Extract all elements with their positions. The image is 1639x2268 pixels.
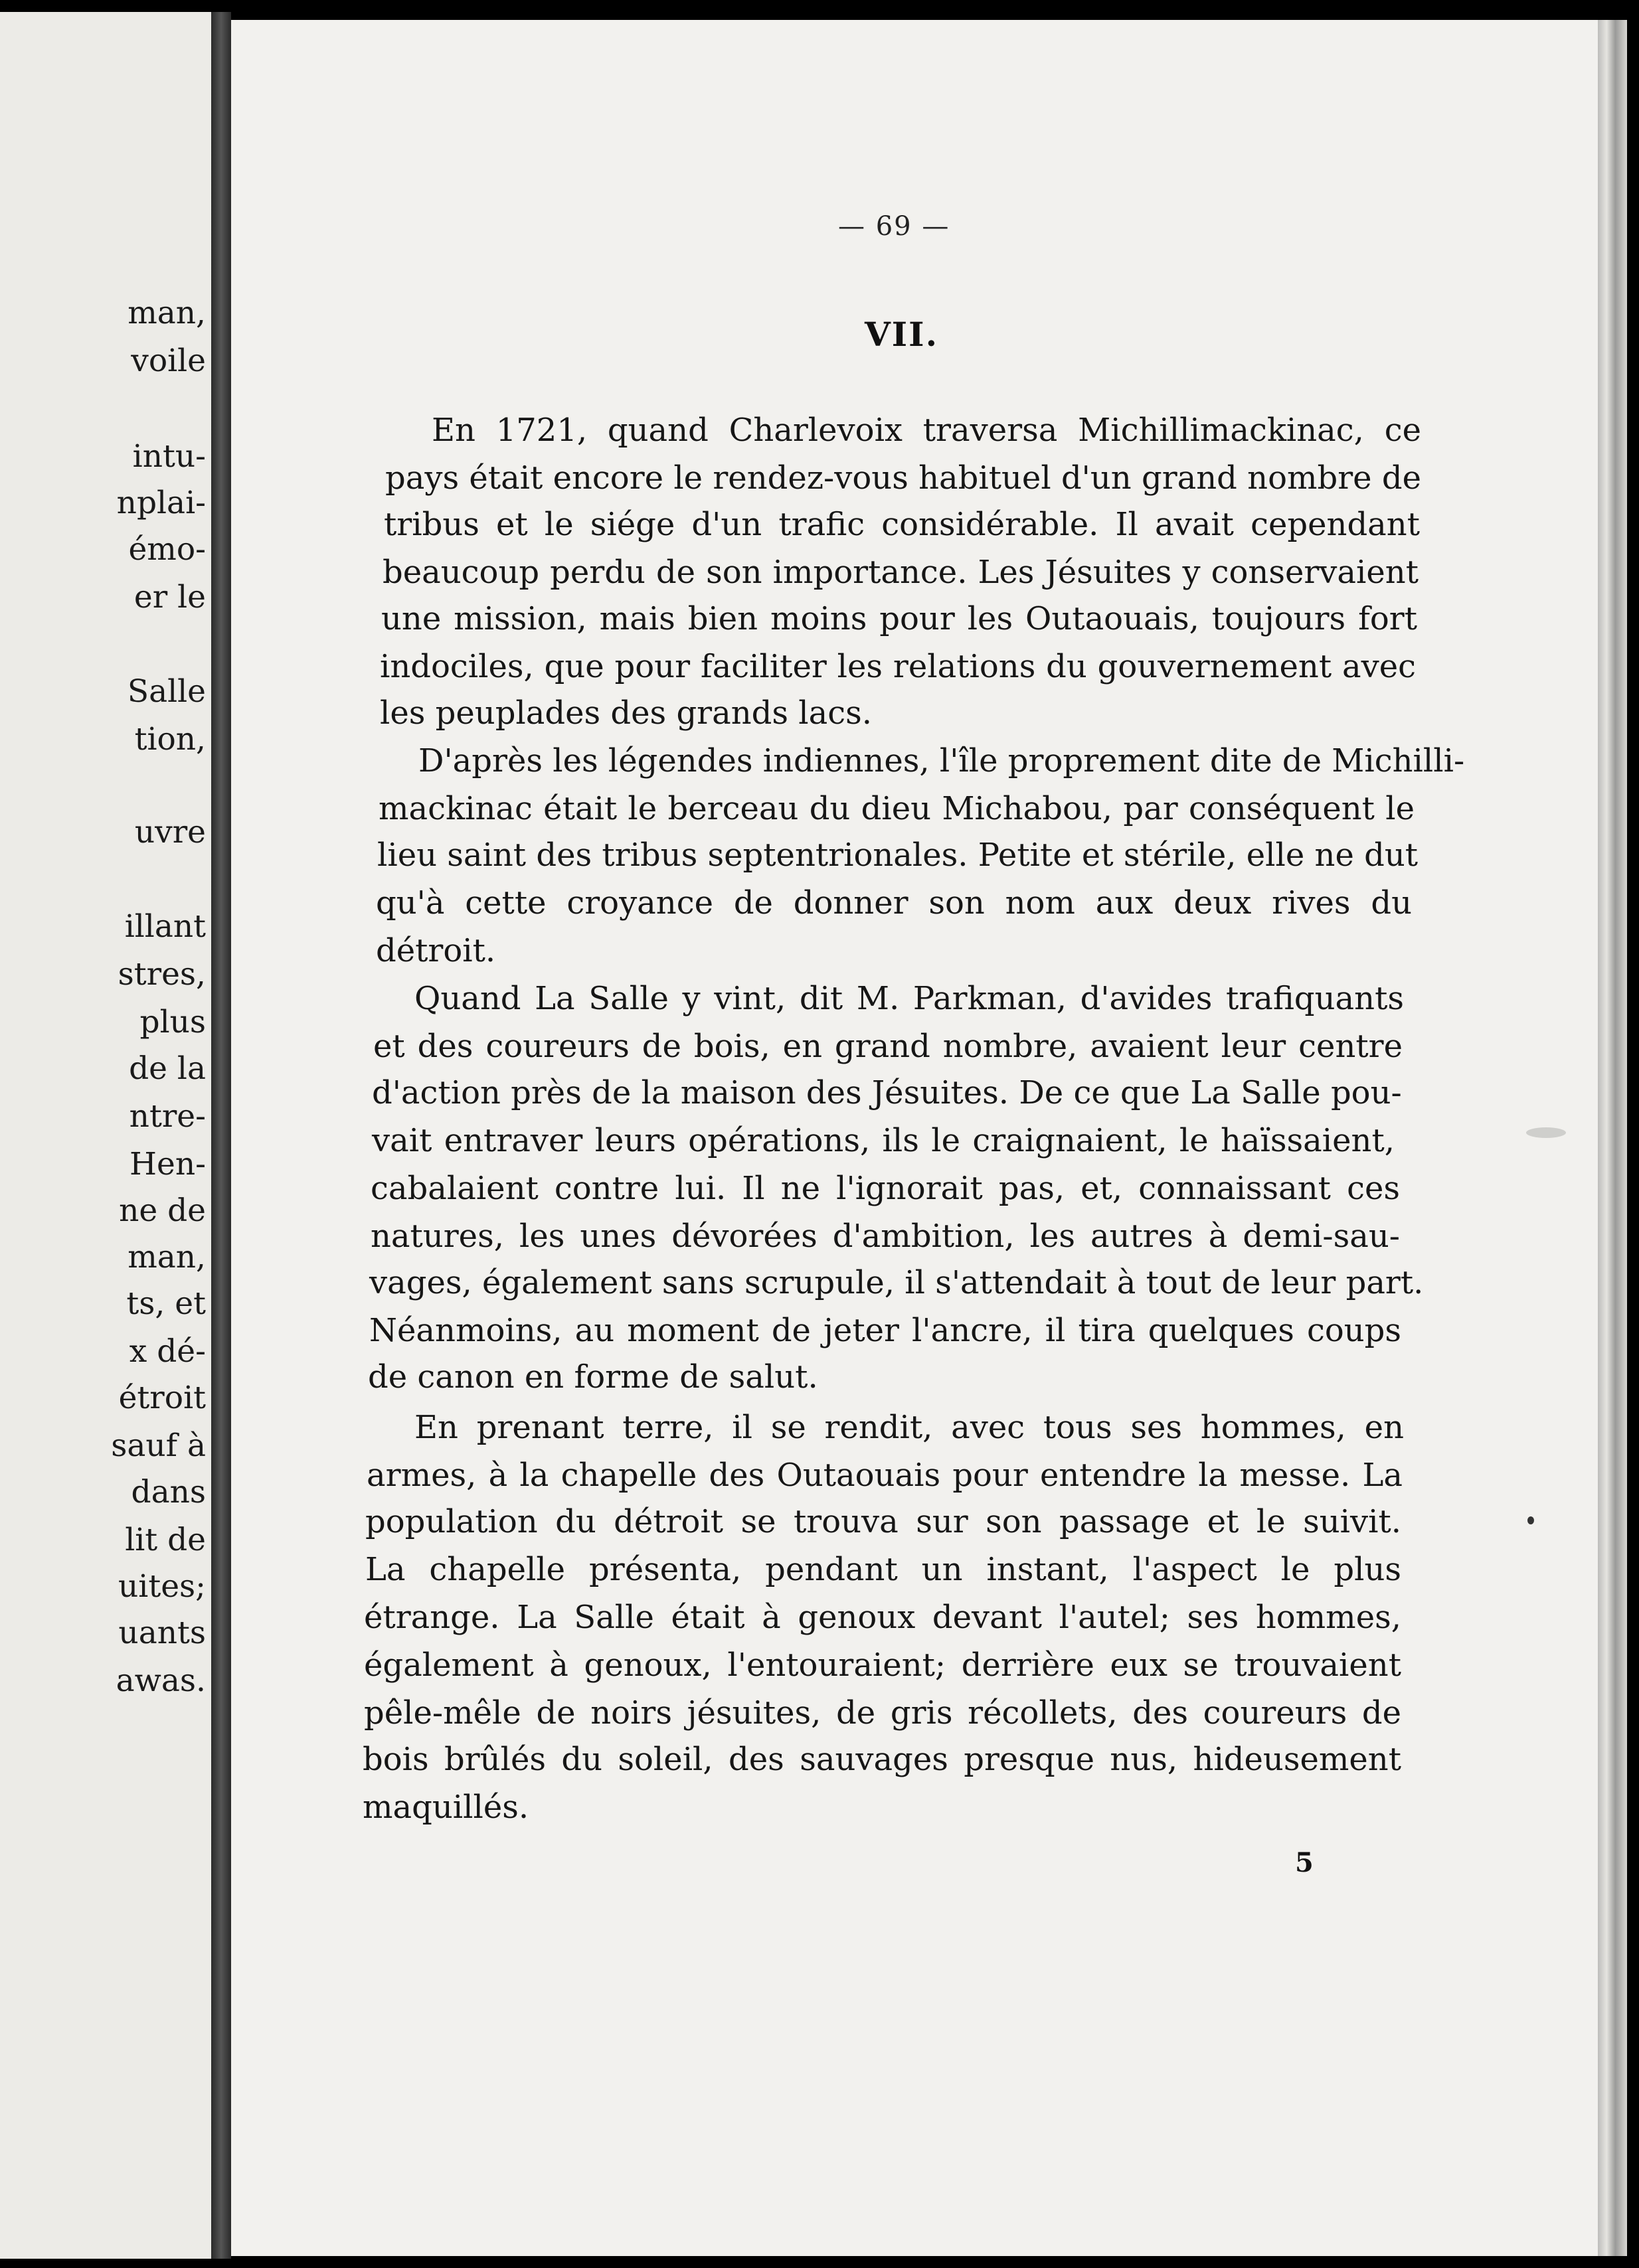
body-line: lieu saint des tribus septentrionales. Petite et stérile, elle ne dut: [377, 837, 1419, 874]
body-line: En prenant terre, il se rendit, avec tous ses hommes, en: [414, 1409, 1404, 1446]
left-line: sauf à: [111, 1427, 206, 1464]
left-line: ts, et: [126, 1285, 206, 1322]
body-line: bois brûlés du soleil, des sauvages presque nus, hideusement: [363, 1741, 1401, 1778]
left-line: awas.: [116, 1662, 206, 1699]
body-line: En 1721, quand Charlevoix traversa Michillimackinac, ce: [432, 412, 1421, 449]
left-line: stres,: [118, 956, 206, 993]
body-line: cabalaient contre lui. Il ne l'ignorait pas, et, connaissant ces: [371, 1170, 1400, 1207]
paper-blemish: [1526, 1127, 1566, 1138]
body-line: D'après les légendes indiennes, l'île proprement dite de Michilli-: [418, 742, 1465, 779]
body-line: beaucoup perdu de son importance. Les Jésuites y conservaient: [383, 554, 1419, 591]
body-line: vages, également sans scrupule, il s'attendait à tout de leur part.: [369, 1264, 1424, 1301]
body-line: maquillés.: [363, 1789, 529, 1826]
body-line: natures, les unes dévorées d'ambition, les autres à demi-sau-: [371, 1218, 1400, 1255]
body-line: population du détroit se trouva sur son passage et le suivit.: [365, 1503, 1401, 1540]
left-line: de la: [129, 1050, 206, 1087]
body-line: Néanmoins, au moment de jeter l'ancre, il tira quelques coups: [369, 1312, 1401, 1349]
body-line: également à genoux, l'entouraient; derrière eux se trouvaient: [364, 1647, 1401, 1684]
left-line: er le: [133, 579, 206, 615]
left-line: illant: [124, 908, 206, 945]
body-line: pêle-mêle de noirs jésuites, de gris récollets, des coureurs de: [364, 1694, 1401, 1732]
body-line: La chapelle présenta, pendant un instant, l'aspect le plus: [365, 1551, 1401, 1588]
body-line: une mission, mais bien moins pour les Outaouais, toujours fort: [381, 600, 1417, 637]
body-line: armes, à la chapelle des Outaouais pour entendre la messe. La: [367, 1457, 1403, 1494]
body-line: indociles, que pour faciliter les relations du gouvernement avec: [380, 648, 1416, 685]
body-line: et des coureurs de bois, en grand nombre, avaient leur centre: [373, 1028, 1403, 1065]
left-line: man,: [128, 1239, 206, 1275]
previous-page-fragment: [0, 12, 211, 2259]
body-line: Quand La Salle y vint, dit M. Parkman, d'avides trafiquants: [414, 980, 1404, 1017]
section-title: VII.: [865, 315, 938, 354]
left-line: plus: [139, 1004, 206, 1040]
left-line: intu-: [132, 438, 206, 475]
body-line: vait entraver leurs opérations, ils le craignaient, le haïssaient,: [372, 1122, 1395, 1159]
left-line: man,: [128, 295, 206, 331]
left-line: uites;: [118, 1568, 206, 1605]
left-line: uvre: [134, 814, 206, 850]
body-line: étrange. La Salle était à genoux devant l'autel; ses hommes,: [364, 1599, 1401, 1636]
body-line: d'action près de la maison des Jésuites. De ce que La Salle pou-: [372, 1074, 1402, 1111]
book-gutter: [211, 12, 231, 2259]
body-line: pays était encore le rendez-vous habituel d'un grand nombre de: [385, 459, 1421, 497]
body-line: tribus et le siége d'un trafic considérable. Il avait cependant: [384, 506, 1420, 543]
left-line: x dé-: [129, 1333, 206, 1370]
left-line: dans: [131, 1474, 206, 1510]
left-line: tion,: [134, 721, 206, 758]
body-line: de canon en forme de salut.: [368, 1358, 818, 1396]
left-line: voile: [131, 343, 206, 379]
body-line: les peuplades des grands lacs.: [380, 694, 872, 732]
left-line: Salle: [127, 673, 206, 710]
left-line: étroit: [118, 1380, 206, 1416]
left-line: ntre-: [129, 1098, 206, 1135]
page-edge: [1598, 20, 1627, 2256]
left-line: nplai-: [116, 485, 206, 521]
left-line: émo-: [128, 531, 206, 568]
body-line: détroit.: [376, 932, 496, 969]
body-line: qu'à cette croyance de donner son nom aux deux rives du: [376, 884, 1412, 922]
page-number: — 69 —: [838, 211, 950, 242]
paper-speck: [1527, 1516, 1534, 1524]
left-line: lit de: [125, 1522, 206, 1558]
body-line: mackinac était le berceau du dieu Michabou, par conséquent le: [379, 790, 1415, 827]
left-line: uants: [118, 1615, 206, 1651]
left-line: ne de: [119, 1192, 206, 1229]
left-line: Hen-: [129, 1146, 206, 1182]
signature-mark: 5: [1295, 1847, 1314, 1878]
